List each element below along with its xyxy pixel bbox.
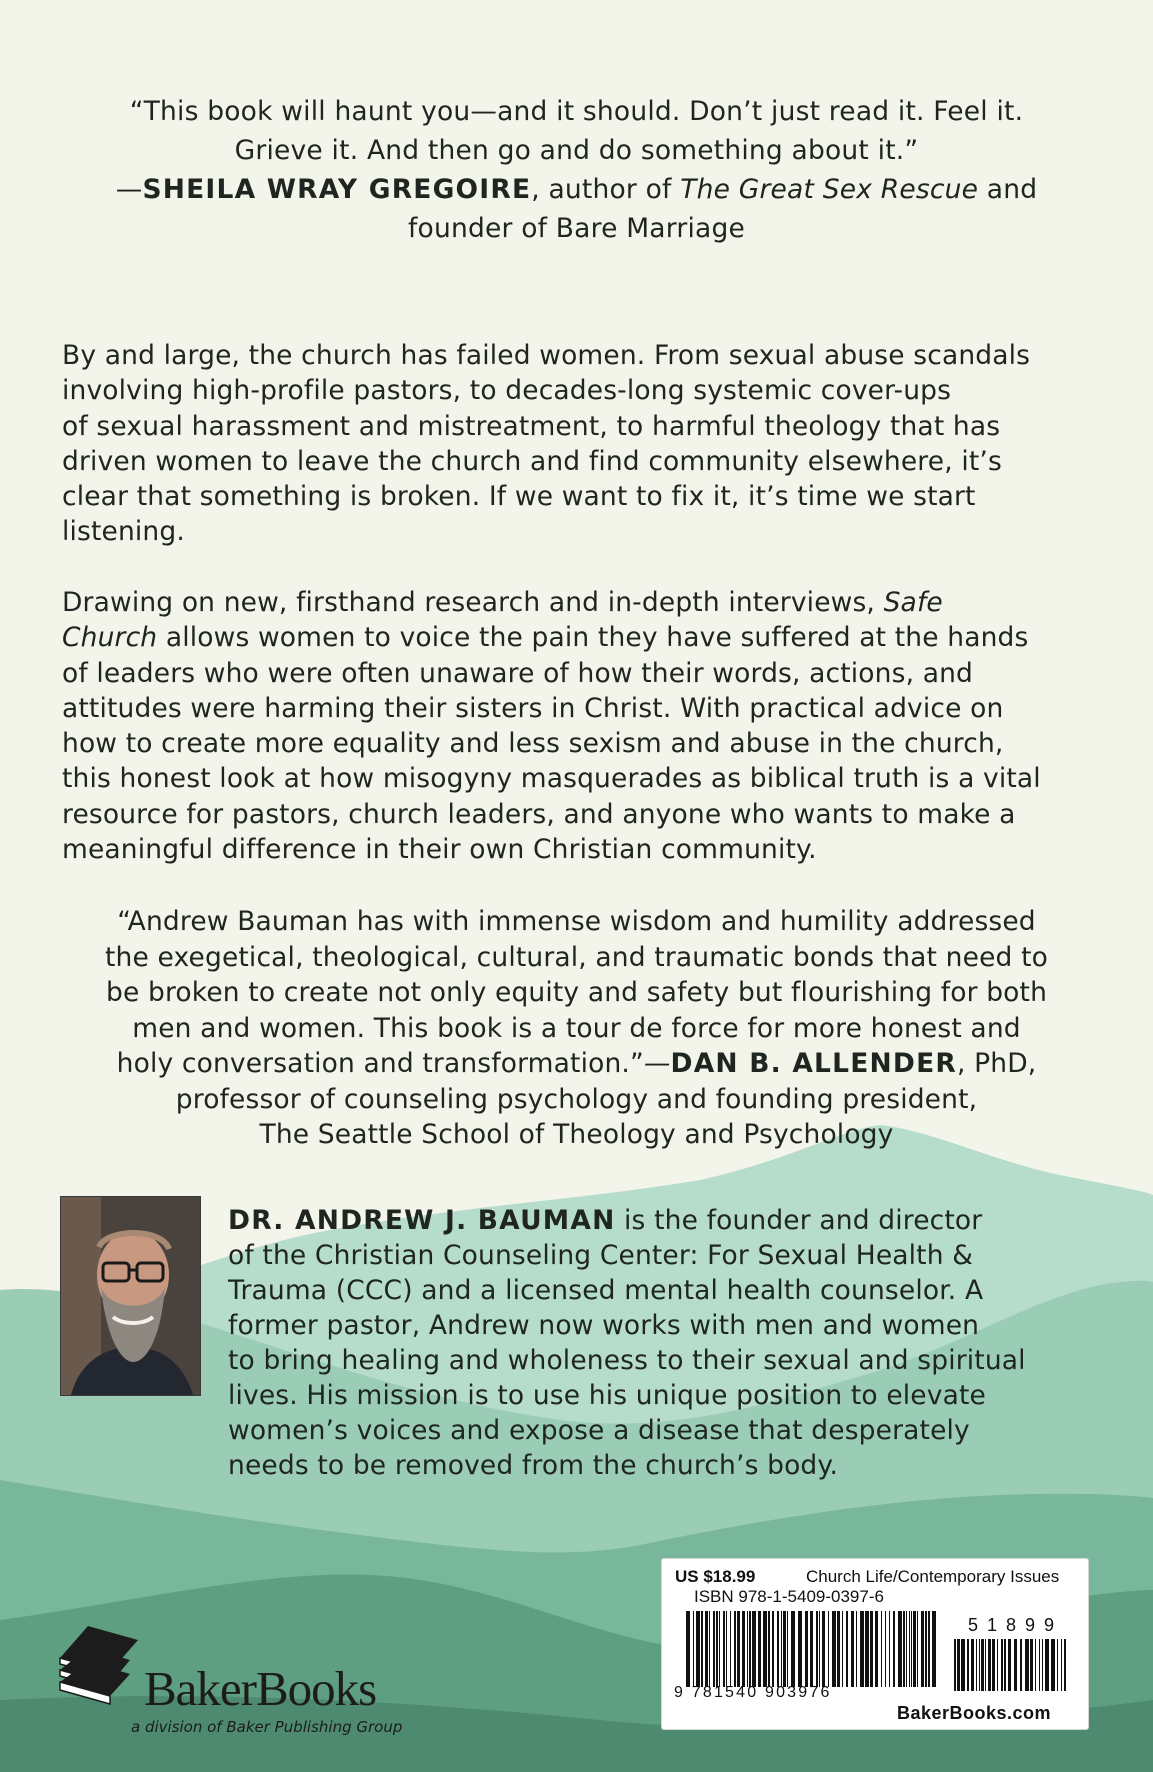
barcode-bar <box>903 1611 905 1687</box>
attribution-text: , author of <box>531 174 681 205</box>
barcode-bar <box>822 1611 825 1687</box>
barcode-bar <box>1008 1639 1011 1691</box>
paragraph-line: how to create more equality and less sexism and abuse in the church, <box>62 728 1004 760</box>
barcode-bar <box>1057 1639 1058 1691</box>
publisher-subtitle: a division of Baker Publishing Group <box>131 1718 403 1736</box>
quote-line: men and women. This book is a tour de force for more honest and <box>132 1012 1021 1044</box>
paragraph-line: driven women to leave the church and find community elsewhere, it’s <box>62 445 1002 477</box>
barcode-bar <box>701 1611 703 1687</box>
publisher-name: BakerBooks <box>144 1661 377 1716</box>
barcode-bar <box>837 1611 840 1687</box>
bio-line: to bring healing and wholeness to their sexual and spiritual <box>228 1345 1026 1376</box>
publisher-logo <box>58 1618 438 1736</box>
barcode-bar <box>1025 1639 1029 1691</box>
barcode-bar <box>693 1611 694 1687</box>
price-label: US $18.99 <box>675 1567 756 1586</box>
paragraph-line: meaningful difference in their own Christian community. <box>62 834 817 866</box>
quote-line: be broken to create not only equity and safety but flourishing for both <box>105 977 1048 1008</box>
barcode-bar <box>954 1639 956 1691</box>
second-endorsement <box>70 904 1083 1153</box>
barcode-bar <box>842 1611 843 1687</box>
barcode-digits: 9 781540 903976 <box>674 1684 832 1701</box>
barcode-bar <box>1001 1639 1003 1691</box>
endorser-credentials: , PhD, <box>956 1048 1037 1079</box>
barcode-bar <box>783 1611 786 1687</box>
barcode-bar <box>781 1611 782 1687</box>
barcode-bar <box>856 1611 857 1687</box>
barcode-bar <box>893 1611 895 1687</box>
barcode-bar <box>810 1611 813 1687</box>
barcode-bar <box>851 1611 854 1687</box>
barcode-bar <box>881 1611 882 1687</box>
quote-attribution <box>70 170 1083 209</box>
bio-line: former pastor, Andrew now works with men and women <box>228 1310 980 1341</box>
barcode-bar <box>997 1639 998 1691</box>
book-title: Safe <box>883 587 943 618</box>
barcode-bar <box>865 1611 869 1687</box>
barcode-bar <box>716 1611 718 1687</box>
barcode-bar <box>705 1611 708 1687</box>
barcode-bar <box>713 1611 715 1687</box>
barcode-bar <box>787 1611 788 1687</box>
barcode-bar <box>737 1611 740 1687</box>
endorser-institution: The Seattle School of Theology and Psychology <box>259 1119 894 1150</box>
barcode-bar <box>723 1611 725 1687</box>
bio-line: needs to be removed from the church’s body. <box>228 1450 839 1481</box>
barcode-bar <box>791 1611 795 1687</box>
barcode-bar <box>726 1611 727 1687</box>
barcode-bar <box>719 1611 720 1687</box>
barcode-bar <box>967 1639 969 1691</box>
paragraph-line: of sexual harassment and mistreatment, to harmful theology that has <box>62 410 1001 442</box>
barcode-bar <box>909 1611 910 1687</box>
paragraph-line <box>62 585 1102 620</box>
description-paragraph-1 <box>62 338 1102 550</box>
barcode-bar <box>1061 1639 1062 1691</box>
barcode-bar <box>921 1611 924 1687</box>
barcode-bar <box>1064 1639 1066 1691</box>
barcode-bar <box>889 1611 890 1687</box>
barcode-bar <box>730 1611 731 1687</box>
isbn-label: ISBN 978-1-5409-0397-6 <box>694 1587 884 1606</box>
quote-text: holy conversation and transformation.”— <box>116 1048 671 1079</box>
barcode-bar <box>832 1611 836 1687</box>
barcode-bar <box>1051 1639 1055 1691</box>
barcode-bar <box>925 1611 927 1687</box>
barcode-bar <box>913 1611 916 1687</box>
barcode-bar <box>1004 1639 1006 1691</box>
paragraph-line: resource for pastors, church leaders, and anyone who wants to make a <box>62 798 1016 830</box>
barcode-bar <box>747 1611 748 1687</box>
barcode-bar <box>828 1611 829 1687</box>
barcode-bar <box>734 1611 736 1687</box>
barcode-bar <box>1042 1639 1043 1691</box>
author-portrait-icon <box>61 1197 200 1395</box>
barcode-bar <box>816 1611 818 1687</box>
barcode-bar <box>742 1611 745 1687</box>
barcode-bar <box>1030 1639 1033 1691</box>
top-endorsement <box>70 92 1083 248</box>
barcode-bar <box>870 1611 873 1687</box>
paragraph-line: involving high-profile pastors, to decades-long systemic cover-ups <box>62 375 952 407</box>
author-name: DR. ANDREW J. BAUMAN <box>228 1205 616 1236</box>
barcode-bar <box>846 1611 848 1687</box>
barcode-bar <box>932 1611 936 1687</box>
author-photo <box>60 1196 201 1396</box>
barcode-bar <box>749 1611 751 1687</box>
barcode-bar <box>696 1611 700 1687</box>
barcode-bar <box>768 1611 770 1687</box>
barcode-bar <box>971 1639 974 1691</box>
barcode-bar <box>752 1611 756 1687</box>
barcode-bar <box>961 1639 965 1691</box>
barcode-bar <box>988 1639 991 1691</box>
barcode-bar <box>911 1611 912 1687</box>
paragraph-text: allows women to voice the pain they have suffered at the hands <box>157 622 1029 654</box>
supplement-digits: 51899 <box>968 1615 1064 1635</box>
quote-line <box>70 1046 1083 1082</box>
attribution-dash: — <box>115 174 143 205</box>
book-title: Church <box>62 622 158 654</box>
paragraph-line: clear that something is broken. If we want to fix it, it’s time we start <box>62 481 976 513</box>
attribution-text: and <box>978 174 1038 205</box>
barcode-bar <box>917 1611 918 1687</box>
endorser-title: professor of counseling psychology and founding president, <box>175 1083 978 1115</box>
author-bio <box>228 1203 1108 1483</box>
barcode-bar <box>709 1611 710 1687</box>
barcode-bar <box>1035 1639 1036 1691</box>
barcode-bar <box>985 1639 986 1691</box>
barcode-bar <box>1045 1639 1049 1691</box>
barcode-bar <box>885 1611 886 1687</box>
bio-line: women’s voices and expose a disease that desperately <box>228 1415 970 1446</box>
barcode-bar <box>1039 1639 1040 1691</box>
price-supplement-barcode <box>954 1639 1069 1691</box>
category-label: Church Life/Contemporary Issues <box>806 1567 1060 1586</box>
barcode-bar <box>906 1611 907 1687</box>
paragraph-line: By and large, the church has failed women. From sexual abuse scandals <box>62 340 1031 371</box>
barcode-bar <box>860 1611 864 1687</box>
barcode-bar <box>979 1639 980 1691</box>
barcode-bar <box>981 1639 984 1691</box>
paragraph-line: listening. <box>62 516 185 548</box>
barcode-bar <box>772 1611 774 1687</box>
bio-line <box>228 1203 1108 1238</box>
barcode-bar <box>898 1611 902 1687</box>
barcode-bar <box>777 1611 779 1687</box>
barcode-bar <box>763 1611 767 1687</box>
barcode-bar <box>992 1639 995 1691</box>
bio-line: Trauma (CCC) and a licensed mental health counselor. A <box>228 1275 984 1306</box>
book-stack-icon <box>58 1618 140 1718</box>
paragraph-line: attitudes were harming their sisters in Christ. With practical advice on <box>62 692 1004 724</box>
quote-line: “This book will haunt you—and it should. Don’t just read it. Feel it. <box>129 96 1024 127</box>
barcode-bar <box>805 1611 808 1687</box>
publisher-website: BakerBooks.com <box>897 1703 1052 1723</box>
bio-line: lives. His mission is to use his unique position to elevate <box>228 1380 986 1411</box>
barcode-bar <box>976 1639 977 1691</box>
paragraph-line: of leaders who were often unaware of how their words, actions, and <box>62 657 974 689</box>
bio-line: of the Christian Counseling Center: For Sexual Health & <box>228 1240 974 1271</box>
endorser-name: DAN B. ALLENDER <box>670 1048 957 1079</box>
barcode-bar <box>928 1611 930 1687</box>
attribution-line: founder of Bare Marriage <box>408 213 745 244</box>
isbn-barcode <box>686 1611 936 1687</box>
price-barcode-box <box>661 1558 1089 1730</box>
paragraph-text: Drawing on new, firsthand research and in-depth interviews, <box>62 587 884 618</box>
barcode-bar <box>686 1611 690 1687</box>
barcode-bar <box>1014 1639 1017 1691</box>
book-title: The Great Sex Rescue <box>680 174 979 205</box>
quote-line: “Andrew Bauman has with immense wisdom and humility addressed <box>117 906 1036 937</box>
paragraph-line <box>62 620 1102 655</box>
barcode-bar <box>957 1639 960 1691</box>
description-paragraph-2 <box>62 585 1102 867</box>
barcode-bar <box>875 1611 878 1687</box>
quote-line: the exegetical, theological, cultural, and traumatic bonds that need to <box>105 941 1048 973</box>
barcode-bar <box>1020 1639 1022 1691</box>
barcode-bar <box>798 1611 802 1687</box>
barcode-bar <box>819 1611 820 1687</box>
quote-line: Grieve it. And then go and do something about it.” <box>234 135 919 166</box>
paragraph-line: this honest look at how misogyny masquerades as biblical truth is a vital <box>62 763 1041 795</box>
bio-text: is the founder and director <box>615 1205 983 1236</box>
barcode-bar <box>758 1611 761 1687</box>
endorser-name: SHEILA WRAY GREGOIRE <box>142 174 532 205</box>
